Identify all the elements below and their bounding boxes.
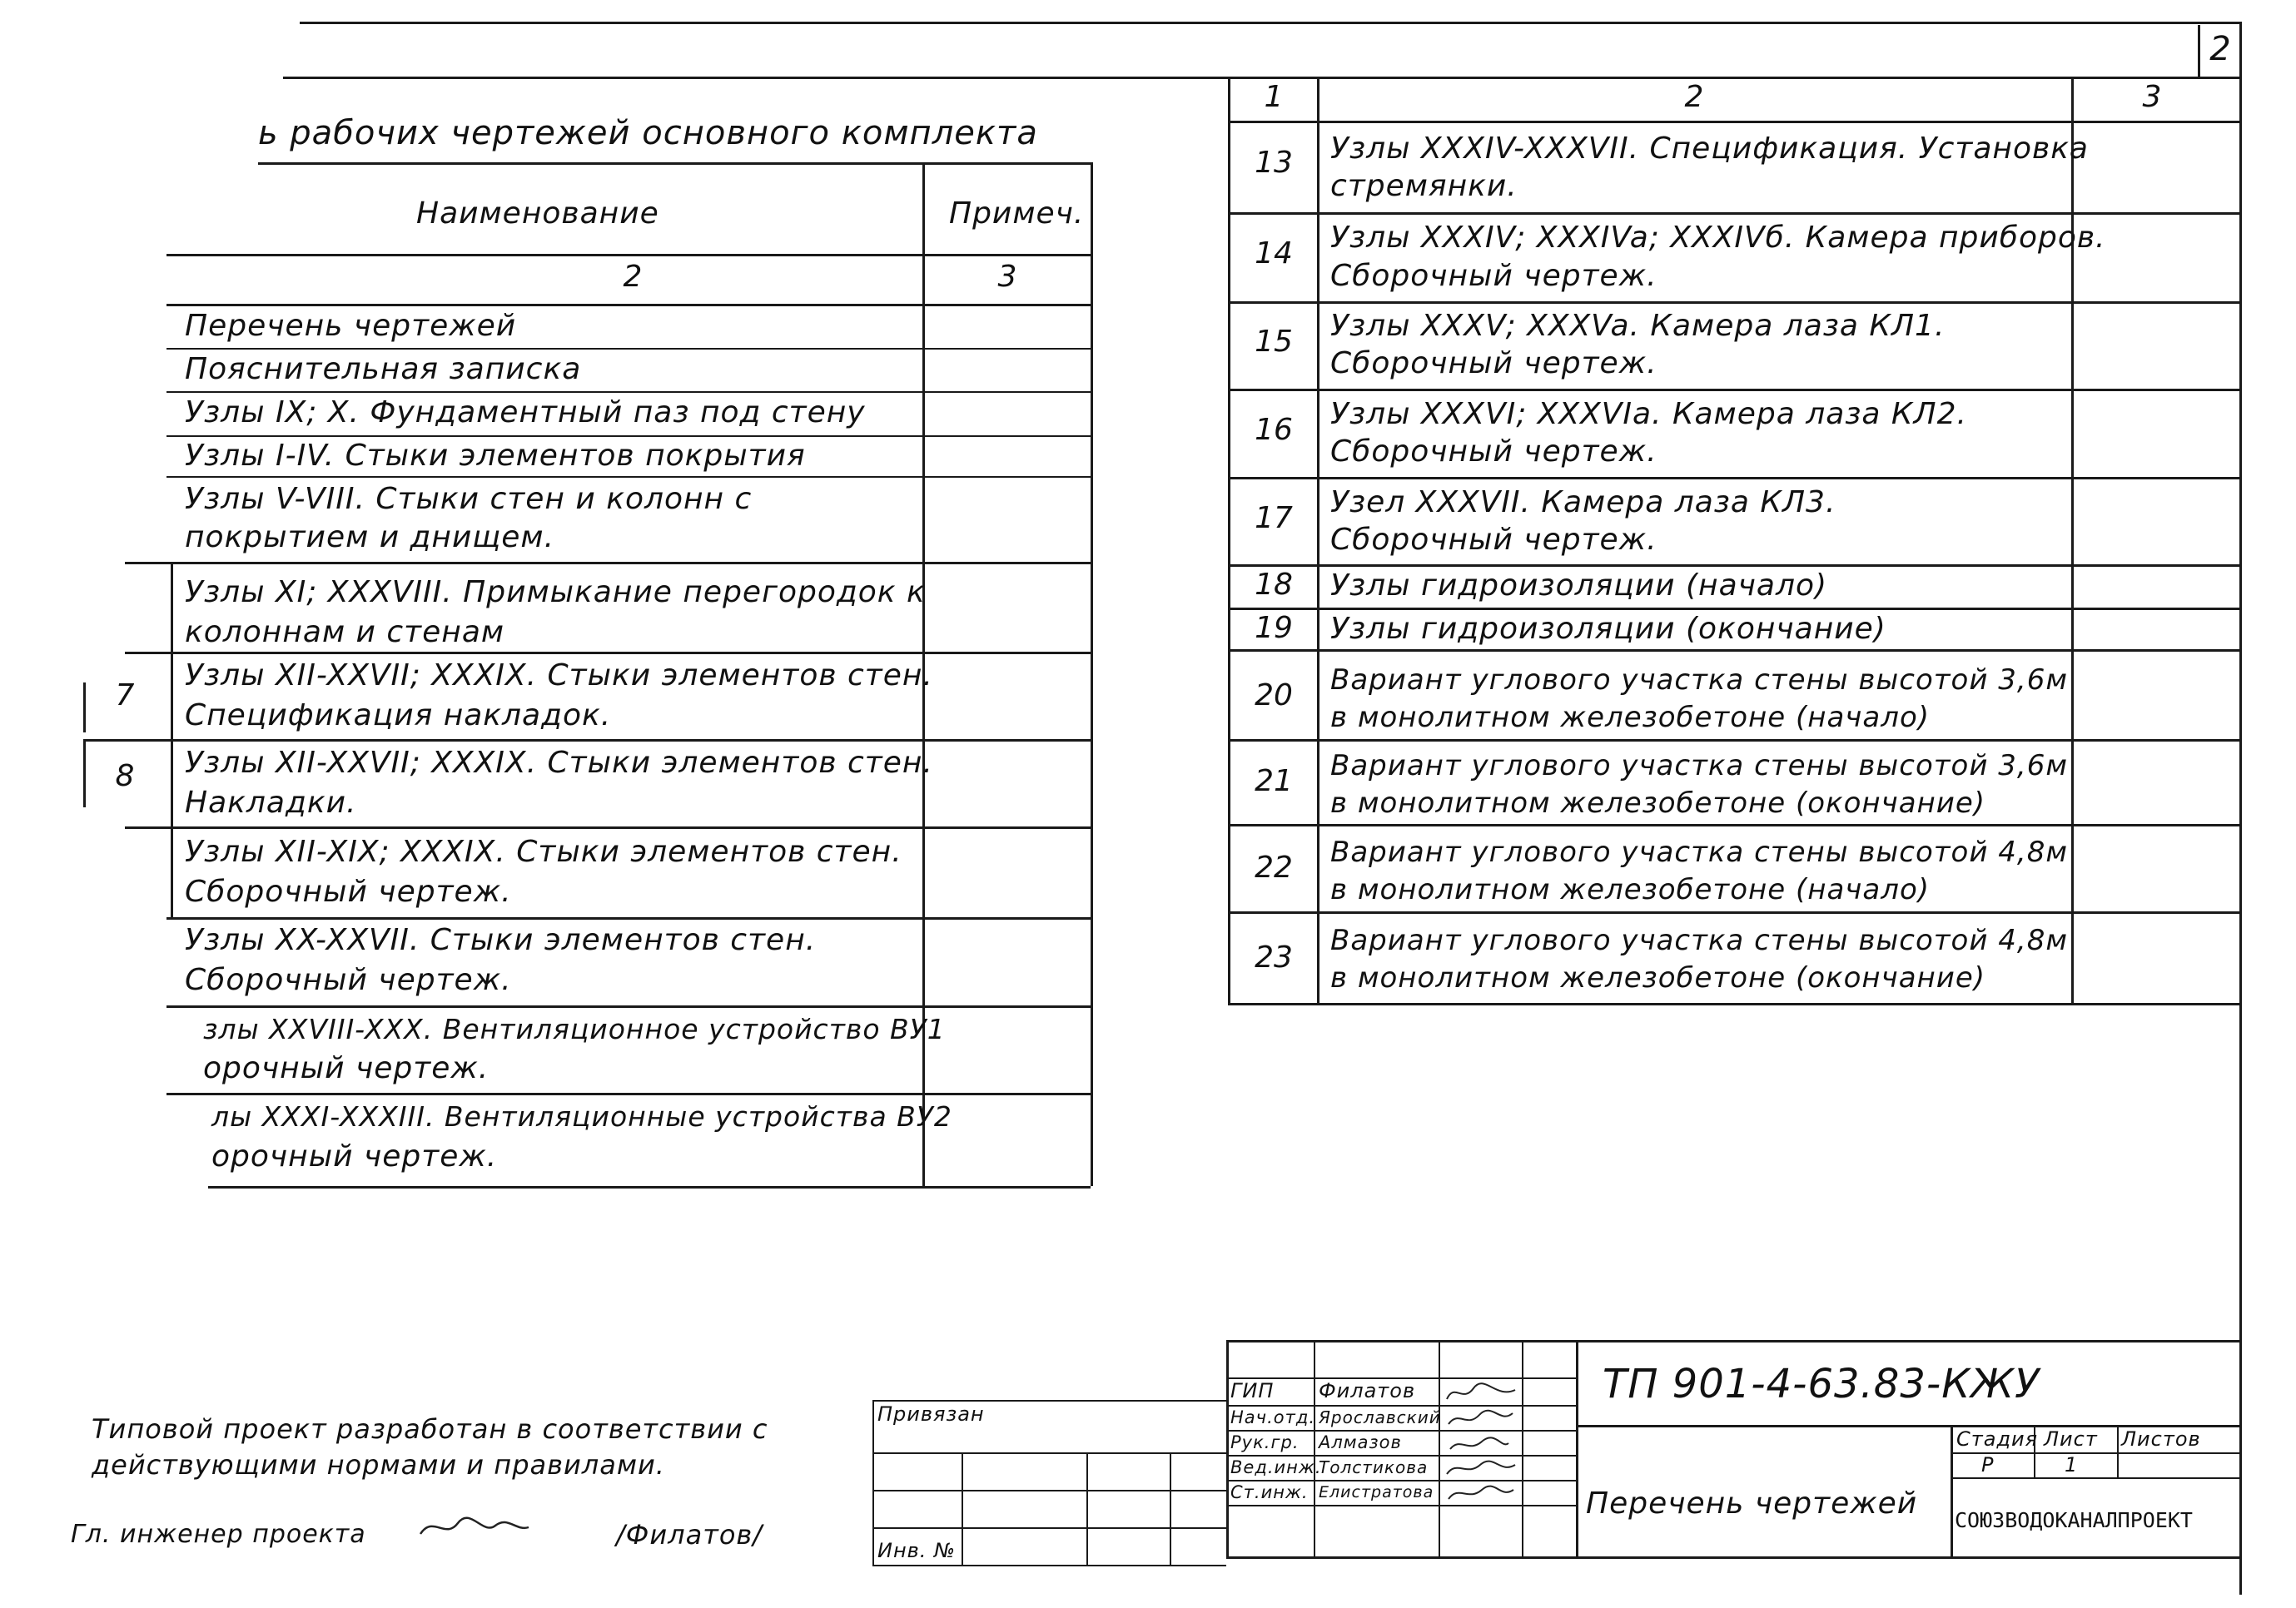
lt-row-8-l1: Узлы XII-XXVII; XXXIX. Стыки элементов стен. — [185, 746, 933, 780]
lt-row-8-num: 8 — [115, 759, 135, 793]
engineer-label: Гл. инженер проекта — [71, 1520, 366, 1549]
rt-row-13-l2: стремянки. — [1330, 169, 1518, 203]
lt-line — [125, 826, 1091, 829]
pv-line — [872, 1565, 1226, 1566]
frame-right-line — [2239, 22, 2242, 1595]
rt-row-20-l2: в монолитном железобетоне (начало) — [1330, 701, 1931, 734]
rt-line — [1228, 739, 2239, 742]
lt-frag-line — [83, 741, 86, 807]
sheet-number: 2 — [2209, 30, 2231, 68]
rt-row-14-l1: Узлы XXXIV; XXXIVa; XXXIVб. Камера приборов. — [1330, 221, 2106, 255]
rt-row-23-num: 23 — [1255, 940, 1293, 975]
rt-row-18-l1: Узлы гидроизоляции (начало) — [1330, 568, 1828, 603]
name-1: Филатов — [1319, 1379, 1416, 1402]
signatures — [1442, 1378, 1521, 1503]
pv-col — [962, 1452, 963, 1565]
rt-row-20-num: 20 — [1255, 678, 1293, 712]
tb-line — [1226, 1556, 2239, 1559]
rt-row-16-num: 16 — [1255, 413, 1293, 447]
tb-col — [1951, 1425, 1953, 1556]
rt-row-15-l1: Узлы XXXV; XXXVa. Камера лаза КЛ1. — [1330, 309, 1946, 343]
rt-row-20-l1: Вариант углового участка стены высотой 3,6м — [1330, 663, 2068, 697]
left-table-title: ь рабочих чертежей основного комплекта — [258, 114, 1038, 152]
lt-row-11-l1: злы XXVIII-XXX. Вентиляционное устройство ВУ1 — [203, 1013, 946, 1045]
rt-colnum-2: 2 — [1684, 80, 1704, 114]
sheets-label: Листов — [2121, 1427, 2201, 1451]
pv-col — [1170, 1452, 1171, 1565]
engineer-signature — [416, 1511, 533, 1544]
rt-row-21-num: 21 — [1255, 764, 1293, 798]
sheet-value: 1 — [2065, 1453, 2079, 1476]
tb-line — [1951, 1477, 2239, 1479]
rt-line — [1228, 649, 2239, 652]
rt-row-21-l1: Вариант углового участка стены высотой 3,6м — [1330, 749, 2068, 782]
sheet-title: Перечень чертежей — [1586, 1486, 1918, 1521]
rt-row-14-l2: Сборочный чертеж. — [1330, 259, 1657, 293]
lt-colnum-name: 2 — [623, 260, 643, 294]
tb-col — [1439, 1340, 1440, 1556]
rt-row-13-l1: Узлы XXXIV-XXXVII. Спецификация. Установка — [1330, 132, 2089, 166]
lt-row-3: Узлы IX; X. Фундаментный паз под стену — [185, 395, 866, 429]
frame-top-line — [300, 22, 2239, 24]
rt-line — [1228, 77, 2239, 79]
pv-line — [872, 1452, 1226, 1454]
rt-row-22-l1: Вариант углового участка стены высотой 4,8м — [1330, 836, 2068, 869]
rt-line — [1228, 911, 2239, 914]
lt-row-10-l1: Узлы XX-XXVII. Стыки элементов стен. — [185, 923, 817, 957]
lt-row-4: Узлы I-IV. Стыки элементов покрытия — [185, 439, 806, 473]
pv-col — [1086, 1452, 1088, 1565]
lt-row-7-l1: Узлы XII-XXVII; XXXIX. Стыки элементов стен. — [185, 658, 933, 692]
tb-col — [1522, 1340, 1523, 1556]
tb-col — [2117, 1425, 2119, 1477]
lt-row-9-l1: Узлы XII-XIX; XXXIX. Стыки элементов стен. — [185, 835, 902, 869]
rt-line — [1228, 824, 2239, 826]
rt-line — [1228, 608, 2239, 610]
rt-line — [1228, 1003, 2239, 1005]
rt-row-22-l2: в монолитном железобетоне (начало) — [1330, 873, 1931, 906]
rt-line — [1228, 389, 2239, 391]
rt-row-19-num: 19 — [1255, 611, 1293, 645]
lt-line — [125, 562, 1091, 564]
lt-row-7-l2: Спецификация накладок. — [185, 698, 612, 732]
rt-row-23-l2: в монолитном железобетоне (окончание) — [1330, 961, 1986, 995]
pv-col — [872, 1400, 874, 1565]
lt-row-9-l2: Сборочный чертеж. — [185, 875, 512, 909]
tb-line — [1226, 1340, 2239, 1342]
lt-line — [166, 348, 1091, 350]
rt-col-line — [1228, 77, 1230, 1003]
lt-colnum-note: 3 — [997, 260, 1017, 294]
rt-col-line — [2071, 77, 2074, 1003]
sheet-label: Лист — [2044, 1427, 2098, 1451]
rt-row-17-num: 17 — [1255, 501, 1293, 535]
engineer-name: /Филатов/ — [616, 1519, 763, 1551]
tb-line — [1226, 1505, 1576, 1506]
lt-col-line — [171, 562, 173, 920]
stage-label: Стадия — [1956, 1427, 2039, 1451]
lt-row-10-l2: Сборочный чертеж. — [185, 963, 512, 997]
name-3: Алмазов — [1319, 1432, 1402, 1452]
rt-row-19-l1: Узлы гидроизоляции (окончание) — [1330, 612, 1886, 646]
tb-col — [1314, 1340, 1315, 1556]
stage-value: Р — [1981, 1453, 1995, 1476]
rt-row-14-num: 14 — [1255, 236, 1293, 270]
rt-col-line — [1317, 77, 1319, 1003]
rt-row-16-l2: Сборочный чертеж. — [1330, 434, 1657, 469]
tb-col — [1226, 1340, 1229, 1556]
rt-row-17-l1: Узел XXXVII. Камера лаза КЛ3. — [1330, 485, 1836, 519]
rt-colnum-3: 3 — [2142, 80, 2162, 114]
rt-row-15-l2: Сборочный чертеж. — [1330, 346, 1657, 380]
lt-line — [166, 1093, 1091, 1095]
name-2: Ярославский — [1319, 1407, 1441, 1427]
role-3: Рук.гр. — [1230, 1432, 1300, 1452]
lt-row-2: Пояснительная записка — [185, 352, 582, 386]
lt-row-11-l2: орочный чертеж. — [203, 1051, 490, 1085]
pv-line — [872, 1490, 1226, 1491]
rt-line — [1228, 477, 2239, 479]
rt-row-23-l1: Вариант углового участка стены высотой 4,8м — [1330, 924, 2068, 957]
role-4: Вед.инж. — [1230, 1457, 1322, 1477]
lt-row-1: Перечень чертежей — [185, 309, 517, 343]
inv-label: Инв. № — [877, 1539, 957, 1562]
lt-row-12-l1: лы XXXI-XXXIII. Вентиляционные устройства ВУ2 — [211, 1100, 952, 1133]
organization: СОЮЗВОДОКАНАЛПРОЕКТ — [1955, 1508, 2193, 1532]
lt-line — [166, 917, 1091, 920]
rt-row-17-l2: Сборочный чертеж. — [1330, 523, 1657, 557]
role-5: Ст.инж. — [1230, 1482, 1309, 1502]
lt-line — [208, 1186, 1091, 1189]
footer-note-line1: Типовой проект разработан в соответствии с — [92, 1413, 768, 1445]
project-code: ТП 901-4-63.83-КЖУ — [1603, 1361, 2040, 1407]
role-1: ГИП — [1230, 1379, 1275, 1402]
lt-col-line — [1091, 162, 1093, 1186]
privyazan-label: Привязан — [877, 1402, 985, 1426]
rt-row-15-num: 15 — [1255, 325, 1293, 359]
pv-line — [872, 1527, 1226, 1529]
lt-line — [166, 391, 1091, 393]
lt-line — [166, 1005, 1091, 1008]
lt-header-note: Примеч. — [949, 196, 1085, 231]
lt-header-name: Наименование — [416, 196, 659, 231]
rt-line — [1228, 301, 2239, 304]
footer-note-line2: действующими нормами и правилами. — [92, 1449, 665, 1481]
lt-row-5-l2: покрытием и днищем. — [185, 520, 555, 554]
lt-line — [166, 254, 1091, 256]
lt-line — [83, 739, 1091, 742]
rt-colnum-1: 1 — [1264, 80, 1284, 114]
rt-row-21-l2: в монолитном железобетоне (окончание) — [1330, 787, 1986, 820]
rt-line — [1228, 564, 2239, 567]
lt-line — [166, 476, 1091, 478]
name-5: Елистратова — [1319, 1483, 1434, 1501]
lt-line — [166, 304, 1091, 306]
lt-line — [166, 435, 1091, 437]
lt-row-8-l2: Накладки. — [185, 786, 357, 820]
tb-col — [1576, 1340, 1578, 1556]
lt-frag-line — [83, 682, 86, 732]
rt-row-22-num: 22 — [1255, 851, 1293, 885]
lt-row-5-l1: Узлы V-VIII. Стыки стен и колонн с — [185, 482, 753, 516]
lt-row-12-l2: орочный чертеж. — [211, 1139, 498, 1174]
rt-row-13-num: 13 — [1255, 146, 1293, 180]
role-2: Нач.отд. — [1230, 1407, 1316, 1427]
sheet-number-box — [2198, 25, 2200, 77]
rt-row-18-num: 18 — [1255, 568, 1293, 602]
name-4: Толстикова — [1319, 1457, 1429, 1477]
lt-line — [125, 652, 1091, 654]
rt-line — [1228, 212, 2239, 215]
lt-row-6-l1: Узлы XI; XXXVIII. Примыкание перегородок к — [185, 575, 926, 609]
rt-line — [1228, 121, 2239, 123]
rt-row-16-l1: Узлы XXXVI; XXXVIa. Камера лаза КЛ2. — [1330, 397, 1967, 431]
lt-row-7-num: 7 — [115, 678, 135, 712]
lt-row-6-l2: колоннам и стенам — [185, 615, 505, 649]
lt-line — [258, 162, 1091, 165]
